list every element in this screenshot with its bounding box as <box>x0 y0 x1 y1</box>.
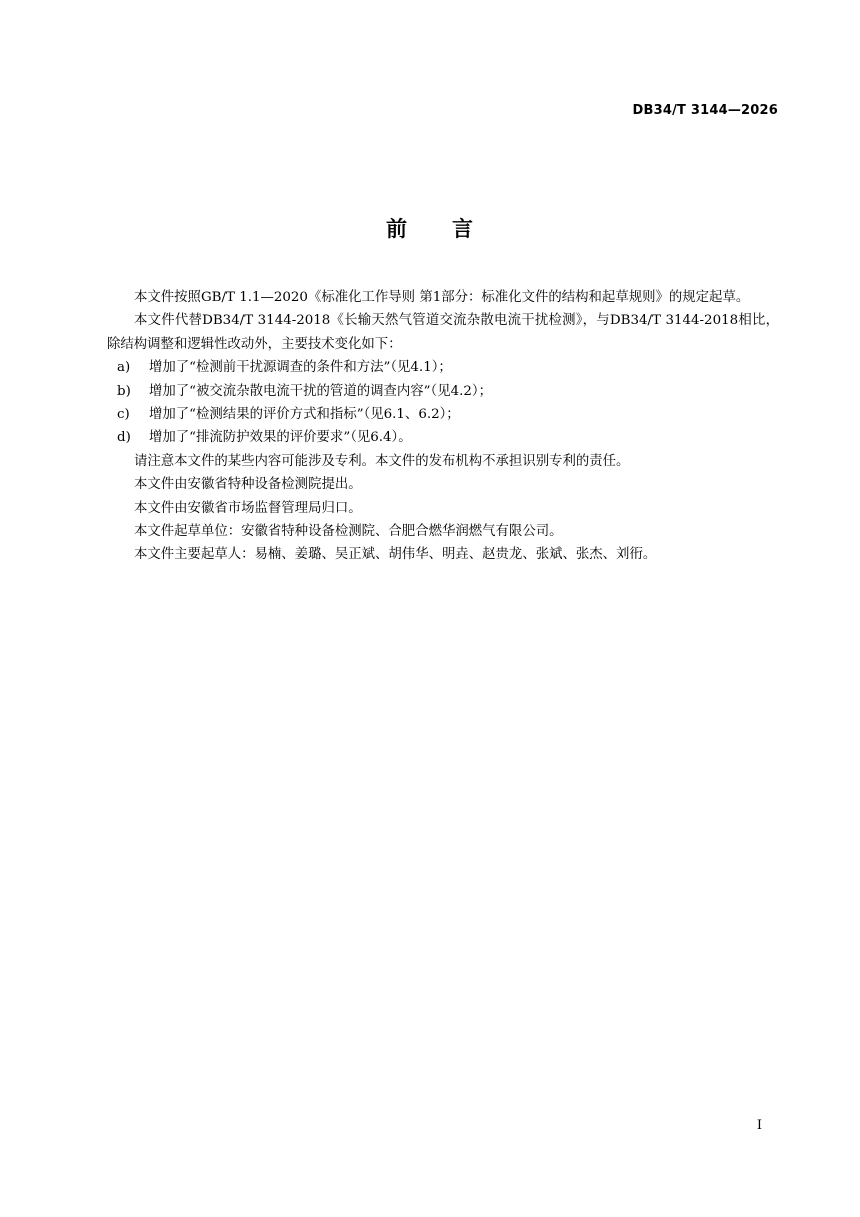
standard-code: DB34/T 3144—2026 <box>632 103 778 118</box>
list-item-text: 增加了“检测前干扰源调查的条件和方法”（见4.1）； <box>149 360 452 376</box>
list-item-text: 增加了“排流防护效果的评价要求”（见6.4）。 <box>149 430 412 446</box>
paragraph-drafting-basis: 本文件按照GB/T 1.1—2020《标准化工作导则 第1部分：标准化文件的结构和起草规则》的规定起草。 <box>134 290 750 305</box>
list-item <box>107 356 779 379</box>
title-char-2: 言 <box>452 217 474 241</box>
paragraph-drafters: 本文件主要起草人：易楠、姜璐、吴正斌、胡伟华、明垚、赵贵龙、张斌、张杰、刘衎。 <box>134 547 657 563</box>
list-marker: b) <box>117 383 131 399</box>
list-item-text: 增加了“被交流杂散电流干扰的管道的调查内容”（见4.2）； <box>149 383 492 399</box>
list-item <box>107 426 779 449</box>
list-marker: c) <box>117 407 130 423</box>
paragraph-replacement: 本文件代替DB34/T 3144-2018《长输天然气管道交流杂散电流干扰检测》，与DB34/T 3144-2018相比，除结构调整和逻辑性改动外，主要技术变化如下： <box>107 313 779 352</box>
paragraph-administrator: 本文件由安徽省市场监督管理局归口。 <box>134 500 362 516</box>
paragraph-patent-notice: 请注意本文件的某些内容可能涉及专利。本文件的发布机构不承担识别专利的责任。 <box>134 453 630 469</box>
list-item-text: 增加了“检测结果的评价方式和指标”（见6.1、6.2）； <box>149 407 460 423</box>
title-char-1: 前 <box>386 217 408 241</box>
list-marker: a) <box>117 360 131 376</box>
paragraph-drafting-units: 本文件起草单位：安徽省特种设备检测院、合肥合燃华润燃气有限公司。 <box>134 524 563 540</box>
page-number: I <box>756 1118 762 1133</box>
list-marker: d) <box>117 430 131 446</box>
paragraph-proposer: 本文件由安徽省特种设备检测院提出。 <box>134 477 362 493</box>
page-title <box>0 213 860 243</box>
list-item <box>107 403 779 426</box>
list-item <box>107 380 779 403</box>
foreword-body <box>107 286 779 567</box>
